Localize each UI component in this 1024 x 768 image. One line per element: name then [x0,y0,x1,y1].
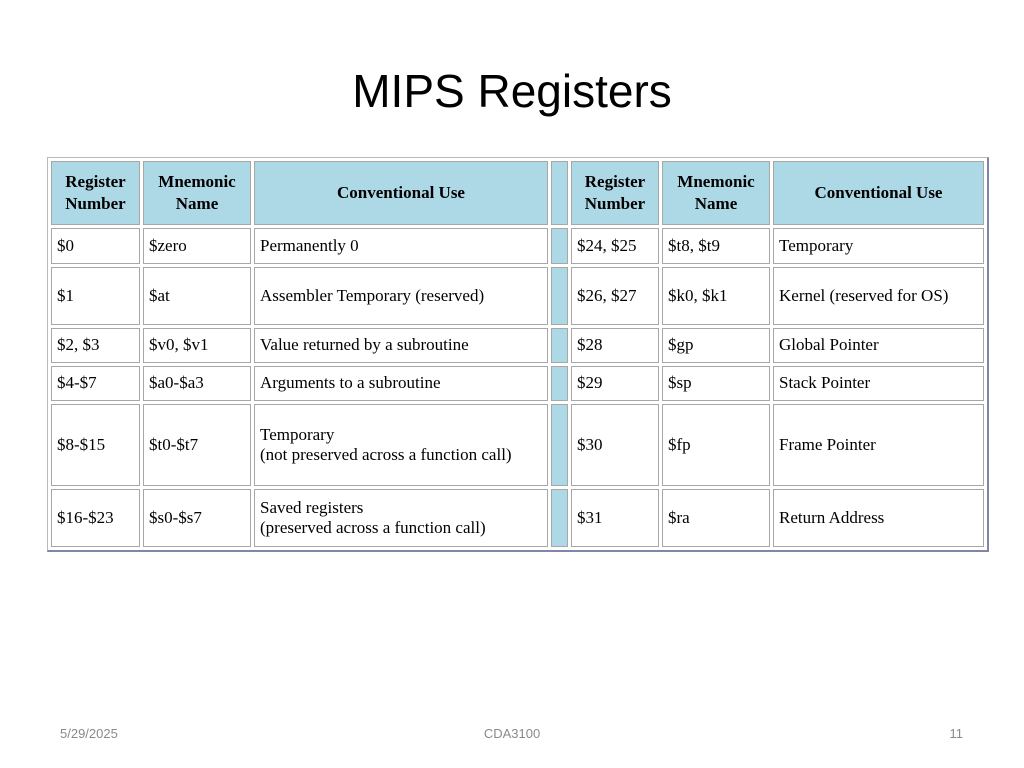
register-number: $29 [571,366,659,401]
register-number: $28 [571,328,659,363]
header-mnemonic-name-right: Mnemonic Name [662,161,770,225]
register-number: $30 [571,404,659,486]
conventional-use: Arguments to a subroutine [254,366,548,401]
table-header-row [51,161,984,225]
footer-date: 5/29/2025 [60,726,118,741]
footer-page-number: 11 [949,726,963,741]
conventional-use: Assembler Temporary (reserved) [254,267,548,325]
conventional-use: Kernel (reserved for OS) [773,267,984,325]
header-mnemonic-name-left: Mnemonic Name [143,161,251,225]
table-row [51,228,984,263]
register-number: $24, $25 [571,228,659,263]
register-number: $2, $3 [51,328,140,363]
conventional-use: Value returned by a subroutine [254,328,548,363]
register-number: $8-$15 [51,404,140,486]
register-number: $16-$23 [51,489,140,547]
mnemonic-name: $ra [662,489,770,547]
conventional-use: Return Address [773,489,984,547]
mnemonic-name: $v0, $v1 [143,328,251,363]
table-row [51,267,984,325]
conventional-use: Global Pointer [773,328,984,363]
mnemonic-name: $a0-$a3 [143,366,251,401]
header-conventional-use-left: Conventional Use [254,161,548,225]
mnemonic-name: $t0-$t7 [143,404,251,486]
table-row [51,489,984,547]
register-number: $26, $27 [571,267,659,325]
register-number: $0 [51,228,140,263]
conventional-use: Saved registers (preserved across a function call) [254,489,548,547]
slide-title: MIPS Registers [352,65,672,117]
conventional-use: Stack Pointer [773,366,984,401]
mnemonic-name: $k0, $k1 [662,267,770,325]
footer-course: CDA3100 [483,726,541,741]
mnemonic-name: $t8, $t9 [662,228,770,263]
registers-table [47,157,989,552]
conventional-use: Frame Pointer [773,404,984,486]
table-row [51,404,984,486]
mnemonic-name: $at [143,267,251,325]
register-number: $31 [571,489,659,547]
column-separator [551,328,568,363]
table-row [51,366,984,401]
mnemonic-name: $zero [143,228,251,263]
conventional-use: Temporary (not preserved across a function call) [254,404,548,486]
mnemonic-name: $s0-$s7 [143,489,251,547]
column-separator [551,489,568,547]
column-separator [551,404,568,486]
conventional-use: Permanently 0 [254,228,548,263]
column-separator [551,228,568,263]
mnemonic-name: $gp [662,328,770,363]
table-row [51,328,984,363]
mnemonic-name: $fp [662,404,770,486]
header-register-number-right: Register Number [571,161,659,225]
mnemonic-name: $sp [662,366,770,401]
register-number: $1 [51,267,140,325]
conventional-use: Temporary [773,228,984,263]
register-number: $4-$7 [51,366,140,401]
header-conventional-use-right: Conventional Use [773,161,984,225]
column-separator [551,267,568,325]
column-separator [551,161,568,225]
header-register-number-left: Register Number [51,161,140,225]
column-separator [551,366,568,401]
